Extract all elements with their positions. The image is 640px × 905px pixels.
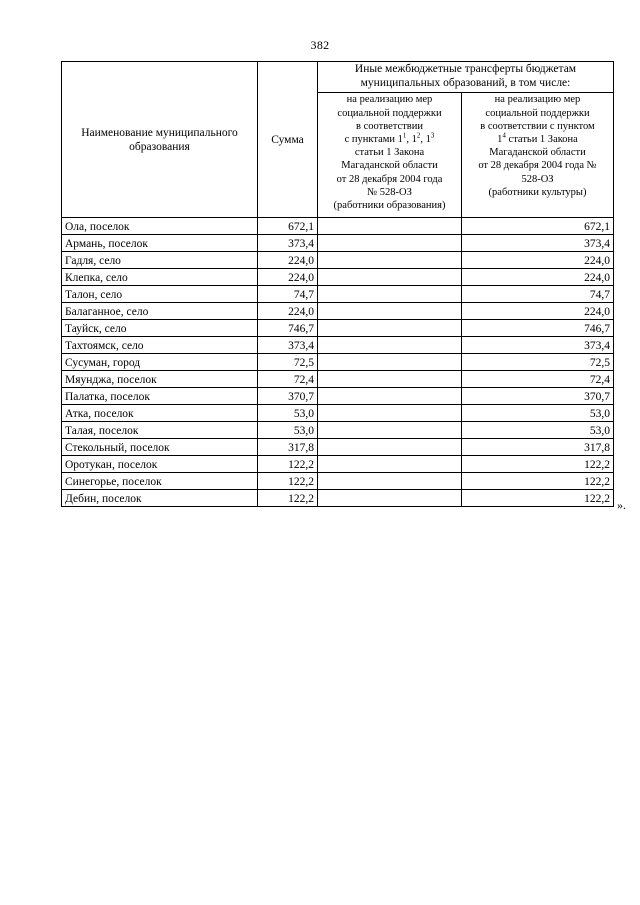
closing-quote-mark: ». [617, 498, 626, 512]
header-line: от 28 декабря 2004 года № [478, 160, 597, 172]
education-workers-cell [318, 218, 462, 235]
table-row [62, 218, 614, 235]
table-row [62, 439, 614, 456]
header-line: социальной поддержки [485, 107, 590, 119]
table-row [62, 456, 614, 473]
municipality-name-cell: Талая, поселок [62, 422, 258, 439]
header-line: № 528-ОЗ [367, 186, 412, 198]
superscript: 3 [430, 131, 435, 140]
header-municipality-name: Наименование муниципального образования [62, 62, 258, 218]
header-text: , 1 [406, 134, 417, 145]
education-workers-cell [318, 473, 462, 490]
table-row [62, 269, 614, 286]
education-workers-cell [318, 354, 462, 371]
education-workers-cell [318, 286, 462, 303]
table-row [62, 405, 614, 422]
header-text: 1 [497, 134, 503, 145]
header-line: статьи 1 Закона [354, 147, 425, 159]
sum-cell: 746,7 [258, 320, 318, 337]
sum-cell: 72,4 [258, 371, 318, 388]
table-row [62, 303, 614, 320]
education-workers-cell [318, 337, 462, 354]
superscript: 4 [502, 131, 506, 140]
table-row [62, 422, 614, 439]
table-row [62, 354, 614, 371]
header-line: (работники культуры) [488, 186, 587, 198]
transfers-table [61, 61, 614, 507]
table-row [62, 371, 614, 388]
header-line: в соответствии [356, 120, 423, 132]
sum-cell: 122,2 [258, 490, 318, 507]
header-line: 528-ОЗ [521, 173, 554, 185]
culture-workers-cell: 373,4 [462, 235, 614, 252]
sum-cell: 317,8 [258, 439, 318, 456]
municipality-name-cell: Стекольный, поселок [62, 439, 258, 456]
table-row [62, 286, 614, 303]
municipality-name-cell: Дебин, поселок [62, 490, 258, 507]
municipality-name-cell: Армань, поселок [62, 235, 258, 252]
table-row [62, 473, 614, 490]
municipality-name-cell: Сусуман, город [62, 354, 258, 371]
header-line: на реализацию мер [494, 94, 581, 106]
header-culture-workers [462, 93, 614, 218]
header-line: от 28 декабря 2004 года [336, 173, 443, 185]
sum-cell: 72,5 [258, 354, 318, 371]
municipality-name-cell: Талон, село [62, 286, 258, 303]
municipality-name-cell: Мяунджа, поселок [62, 371, 258, 388]
table-body [62, 218, 614, 507]
sum-cell: 74,7 [258, 286, 318, 303]
sum-cell: 373,4 [258, 235, 318, 252]
culture-workers-cell: 53,0 [462, 405, 614, 422]
sum-cell: 224,0 [258, 303, 318, 320]
education-workers-cell [318, 388, 462, 405]
sum-cell: 672,1 [258, 218, 318, 235]
culture-workers-cell: 224,0 [462, 252, 614, 269]
superscript: 2 [416, 131, 421, 140]
header-education-workers [318, 93, 462, 218]
municipality-name-cell: Ола, поселок [62, 218, 258, 235]
table-row [62, 490, 614, 507]
culture-workers-cell: 72,5 [462, 354, 614, 371]
header-line: на реализацию мер [346, 94, 433, 106]
superscript: 1 [402, 131, 407, 140]
municipality-name-cell: Тахтоямск, село [62, 337, 258, 354]
municipality-name-cell: Клепка, село [62, 269, 258, 286]
table-row [62, 337, 614, 354]
sum-cell: 53,0 [258, 405, 318, 422]
header-text: , 1 [420, 134, 431, 145]
page-number: 382 [310, 38, 330, 52]
header-row-top [62, 62, 614, 93]
table-row [62, 252, 614, 269]
culture-workers-cell: 317,8 [462, 439, 614, 456]
sum-cell: 224,0 [258, 269, 318, 286]
culture-workers-cell: 224,0 [462, 303, 614, 320]
education-workers-cell [318, 439, 462, 456]
header-line [321, 133, 458, 146]
municipality-name-cell: Тауйск, село [62, 320, 258, 337]
culture-workers-cell: 370,7 [462, 388, 614, 405]
culture-workers-cell: 74,7 [462, 286, 614, 303]
sum-cell: 53,0 [258, 422, 318, 439]
culture-workers-cell: 122,2 [462, 473, 614, 490]
sum-cell: 373,4 [258, 337, 318, 354]
education-workers-cell [318, 303, 462, 320]
table-header [62, 62, 614, 218]
education-workers-cell [318, 371, 462, 388]
municipality-name-cell: Гадля, село [62, 252, 258, 269]
header-other-transfers: Иные межбюджетные трансферты бюджетам муниципальных образований, в том числе: [318, 62, 614, 93]
sum-cell: 370,7 [258, 388, 318, 405]
header-line: Магаданской области [341, 160, 438, 172]
education-workers-cell [318, 422, 462, 439]
header-line: (работники образования) [333, 200, 446, 212]
education-workers-cell [318, 490, 462, 507]
header-line: Магаданской области [489, 147, 586, 159]
header-text: с пунктами 1 [344, 134, 403, 145]
culture-workers-cell: 122,2 [462, 490, 614, 507]
municipality-name-cell: Оротукан, поселок [62, 456, 258, 473]
municipality-name-cell: Балаганное, село [62, 303, 258, 320]
header-text: статьи 1 Закона [505, 134, 578, 145]
education-workers-cell [318, 235, 462, 252]
culture-workers-cell: 746,7 [462, 320, 614, 337]
sum-cell: 122,2 [258, 473, 318, 490]
education-workers-cell [318, 405, 462, 422]
education-workers-cell [318, 269, 462, 286]
header-line: в соответствии с пунктом [480, 120, 595, 132]
header-line: социальной поддержки [337, 107, 442, 119]
culture-workers-cell: 224,0 [462, 269, 614, 286]
culture-workers-cell: 373,4 [462, 337, 614, 354]
municipality-name-cell: Синегорье, поселок [62, 473, 258, 490]
table-row [62, 388, 614, 405]
table-row [62, 235, 614, 252]
municipality-name-cell: Атка, поселок [62, 405, 258, 422]
sum-cell: 224,0 [258, 252, 318, 269]
culture-workers-cell: 72,4 [462, 371, 614, 388]
education-workers-cell [318, 252, 462, 269]
education-workers-cell [318, 320, 462, 337]
header-sum: Сумма [258, 62, 318, 218]
sum-cell: 122,2 [258, 456, 318, 473]
table-row [62, 320, 614, 337]
culture-workers-cell: 672,1 [462, 218, 614, 235]
header-line [465, 133, 610, 146]
culture-workers-cell: 122,2 [462, 456, 614, 473]
education-workers-cell [318, 456, 462, 473]
culture-workers-cell: 53,0 [462, 422, 614, 439]
municipality-name-cell: Палатка, поселок [62, 388, 258, 405]
